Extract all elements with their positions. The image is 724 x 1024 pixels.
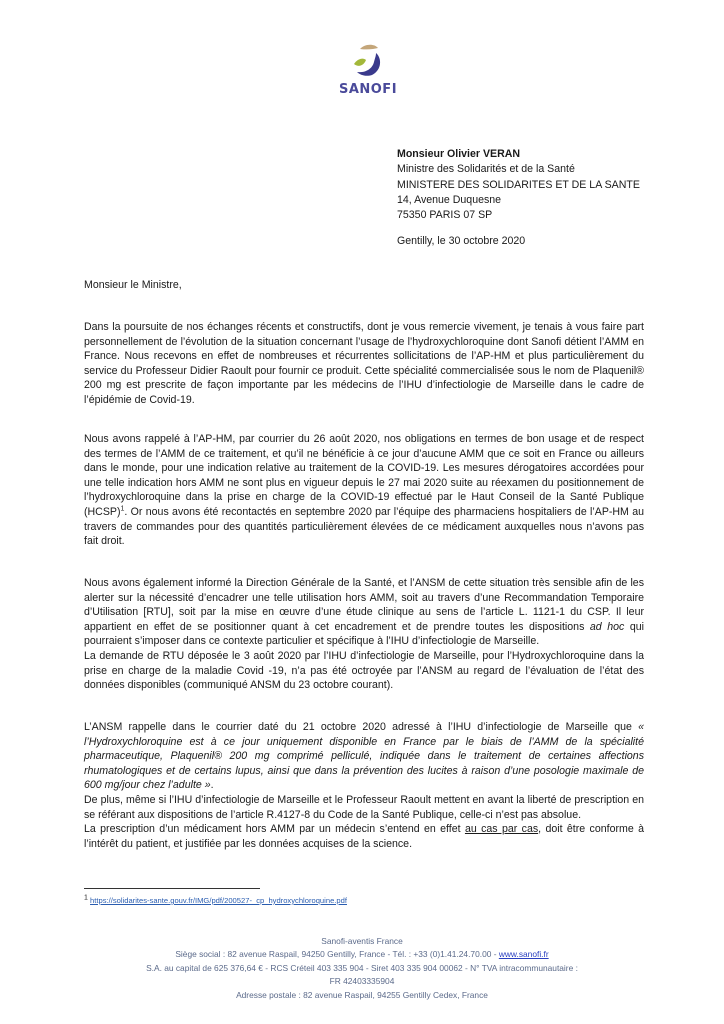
footer-postal: Adresse postale : 82 avenue Raspail, 94255 Gentilly Cedex, France (236, 989, 488, 1000)
paragraph-3 (84, 576, 644, 693)
company-footer (0, 935, 724, 1002)
footer-vat: FR 42403335904 (329, 976, 395, 987)
paragraph-5-text-a: De plus, même si l’IHU d’infectiologie de Marseille et le Professeur Raoult mettent en avant la liberté de prescription en se référant aux dispositions de l’article R.4127-8 du Code de la Santé Publique, celle-ci n’est pas absolue. (84, 794, 644, 821)
paragraph-5-text-c: , doit être conforme à l’intérêt du patient, et justifiée par les données acquises de la science. (84, 823, 644, 850)
footnote-number: 1 (84, 894, 88, 902)
footer-company: Sanofi-aventis France (321, 936, 403, 946)
recipient-street: 14, Avenue Duquesne (397, 193, 502, 206)
paragraph-2 (84, 432, 644, 549)
footnote-divider (84, 888, 260, 889)
paragraph-1 (84, 320, 644, 408)
recipient-name: Monsieur Olivier VERAN (397, 148, 521, 160)
paragraph-3-italic: ad hoc (589, 620, 625, 633)
recipient-title: Ministre des Solidarités et de la Santé (397, 163, 575, 176)
letter-date: Gentilly, le 30 octobre 2020 (397, 235, 526, 247)
paragraph-3-text-a: Nous avons également informé la Direction Générale de la Santé, et l’ANSM de cette situation très sensible afin de les alerter sur la nécessité d’encadrer une telle utilisation hors AMM, soit au travers d’une Recommandation Temporaire d’Utilisation [RTU], soit par la mise en œuvre d’une étude clinique au sens de l’article L. 1121-1 du CSP. Il leur appartient en effet de se positionner quant à cet encadrement et de prendre toutes les dispositions (84, 577, 644, 633)
paragraph-2-text-b: . Or nous avons été recontactés en septembre 2020 par l’équipe des pharmaciens hospitaliers de l’AP-HM au travers de commandes pour des quantités particulièrement élevées de ce médicament auxquelles nous n’avons pas fait droit. (84, 505, 644, 548)
recipient-ministry: MINISTERE DES SOLIDARITES ET DE LA SANTE (397, 178, 640, 191)
footer-legal: S.A. au capital de 625 376,64 € - RCS Créteil 403 335 904 - Siret 403 335 904 00062 - N° TVA intracommunautaire : (146, 962, 578, 973)
paragraph-2-text-a: Nous avons rappelé à l’AP-HM, par courrier du 26 août 2020, nos obligations en termes de bon usage et de respect des termes de l’AMM de ce traitement, et qu’il ne bénéficie à ce jour d’aucune AMM que ce soit en France ou ailleurs dans le monde, pour une indication relative au traitement de la COVID-19. Les mesures dérogatoires accordées pour une telle indication hors AMM ne sont plus en vigueur depuis le 27 mai 2020 suite au réexamen du positionnement de l’hydroxychloroquine dans la prise en charge de la COVID-19 effectué par le Haut Conseil de la Santé Publique (HCSP) (84, 433, 644, 518)
footnote (84, 896, 347, 905)
paragraph-5-underline: au cas par cas (464, 823, 539, 836)
footer-website-link[interactable]: www.sanofi.fr (498, 949, 549, 960)
paragraph-4-text-b: . (210, 779, 214, 792)
paragraph-3-text-b: qui pourraient s’imposer dans ce contexte particulier et spécifique à l’IHU d’infectiologie de Marseille. (84, 620, 644, 648)
paragraph-5 (84, 793, 644, 851)
paragraph-4-text-a: L’ANSM rappelle dans le courrier daté du 21 octobre 2020 adressé à l’IHU d’infectiologie de Marseille que (84, 721, 639, 733)
paragraph-4-quote: « l’Hydroxychloroquine est à ce jour uniquement disponible en France par le biais de l’AMM de la spécialité pharmaceutique, Plaquenil® 200 mg comprimé pelliculé, indiquée dans le traitement de certaines affections rhumatologiques et de certains lupus, ainsi que dans la prévention des lucites à raison d’une posologie maximale de 600 mg/jour chez l’adulte » (84, 721, 644, 792)
paragraph-1-text: Dans la poursuite de nos échanges récents et constructifs, dont je vous remercie vivement, je tenais à vous faire part personnellement de l’évolution de la situation concernant l’usage de l’hydroxychloroquine dont Sanofi détient l’AMM en France. Nous recevons en effet de nombreuses et récurrentes sollicitations de l’AP-HM et plus particulièrement du service du Professeur Didier Raoult pour fournir ce produit. Cette spécialité commercialisée sous le nom de Plaquenil® 200 mg est prescrite de façon importante par les médecins de l’IHU d’infectiologie de Marseille dans le cadre de l’épidémie de Covid-19. (84, 321, 644, 406)
footer-hq: Siège social : 82 avenue Raspail, 94250 Gentilly, France - Tél. : +33 (0)1.41.24.70.00 - (175, 949, 499, 960)
footnote-ref[interactable]: 1 (120, 505, 125, 513)
sanofi-logo (338, 40, 398, 97)
paragraph-3-text-c: La demande de RTU déposée le 3 août 2020 par l’IHU d’infectiologie de Marseille, pour l’Hydroxychloroquine dans la prise en charge de la maladie Covid -19, n’a pas été octroyée par l’ANSM au regard de l’évaluation de l’état des données disponibles (communiqué ANSM du 23 octobre courant). (84, 649, 644, 692)
footnote-link[interactable]: https://solidarites-sante.gouv.fr/IMG/pdf/200527-_cp_hydroxychloroquine.pdf (90, 896, 347, 905)
salutation: Monsieur le Ministre, (84, 279, 182, 291)
paragraph-5-text-b: La prescription d’un médicament hors AMM par un médecin s’entend en effet (84, 823, 465, 836)
sanofi-emblem-icon (348, 40, 388, 80)
paragraph-4 (84, 720, 644, 793)
recipient-address (397, 147, 640, 223)
logo-wordmark: SANOFI (338, 82, 398, 97)
recipient-city: 75350 PARIS 07 SP (397, 209, 493, 222)
